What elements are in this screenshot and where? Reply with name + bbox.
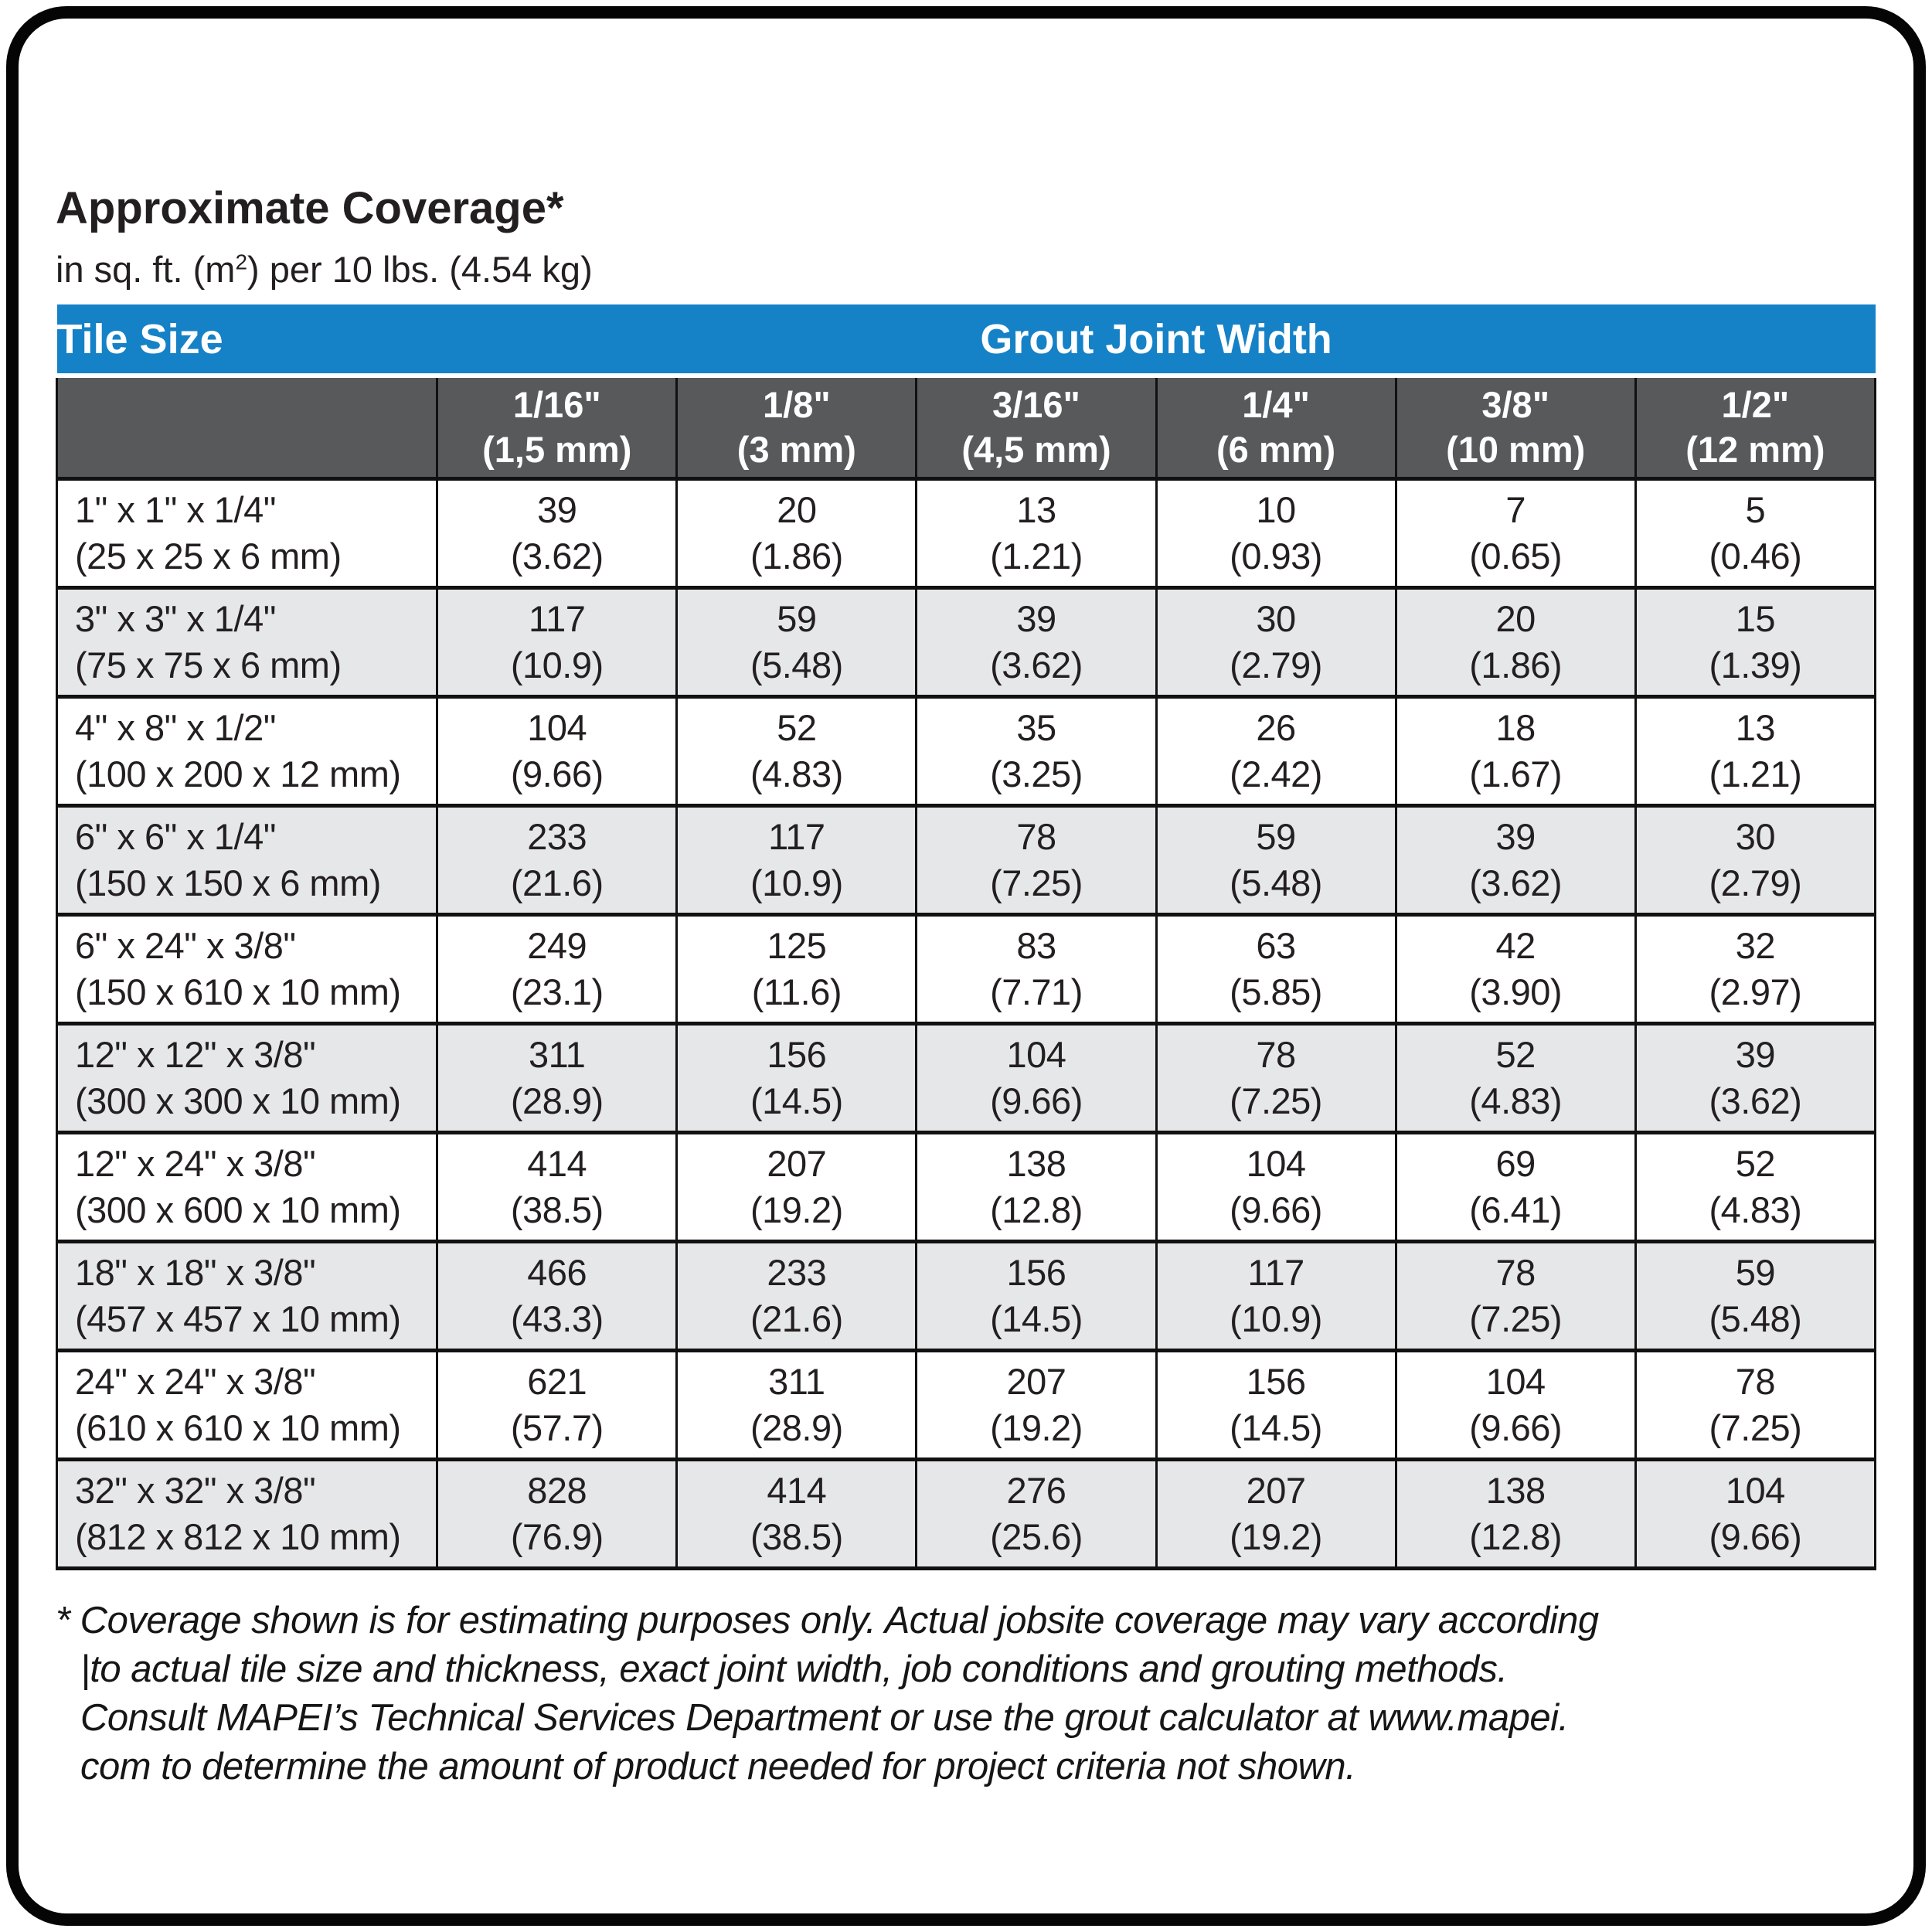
column-header-1-8 [677, 376, 917, 479]
table-row [57, 1133, 1876, 1242]
joint-width-inches: 3/8" [1481, 384, 1549, 425]
coverage-cell [1156, 479, 1396, 588]
coverage-sqm: (14.5) [750, 1080, 843, 1121]
joint-width-inches: 1/2" [1721, 384, 1790, 425]
footnote-line: com to determine the amount of product needed for project criteria not shown. [80, 1746, 1356, 1787]
tile-size-mm: (150 x 610 x 10 mm) [75, 971, 401, 1012]
coverage-sqm: (9.66) [1469, 1407, 1563, 1448]
coverage-sqm: (9.66) [1230, 1189, 1322, 1230]
column-header-3-8 [1396, 376, 1635, 479]
coverage-sqm: (19.2) [1230, 1516, 1322, 1557]
footnote-line: * Coverage shown is for estimating purposes only. Actual jobsite coverage may vary according [56, 1600, 1599, 1641]
table-row [57, 915, 1876, 1024]
coverage-sqft: 5 [1745, 489, 1766, 530]
tile-size-cell [57, 588, 437, 697]
coverage-sqm: (1.39) [1709, 645, 1802, 685]
coverage-cell [917, 1133, 1156, 1242]
coverage-sqft: 42 [1495, 925, 1536, 966]
coverage-sqm: (14.5) [990, 1298, 1083, 1339]
coverage-cell [437, 588, 677, 697]
coverage-sqft: 104 [1485, 1361, 1546, 1402]
joint-width-mm: (1,5 mm) [482, 429, 632, 470]
coverage-sqft: 117 [768, 816, 825, 857]
coverage-sqm: (19.2) [750, 1189, 843, 1230]
coverage-sqm: (7.25) [1709, 1407, 1802, 1448]
coverage-cell [1635, 915, 1875, 1024]
table-body [57, 479, 1876, 1569]
joint-width-inches: 3/16" [992, 384, 1080, 425]
coverage-cell [437, 806, 677, 915]
column-header-1-4 [1156, 376, 1396, 479]
coverage-sqm: (7.71) [990, 971, 1083, 1012]
joint-width-mm: (12 mm) [1685, 429, 1825, 470]
coverage-sqft: 138 [1006, 1143, 1066, 1184]
coverage-sqft: 30 [1735, 816, 1775, 857]
tile-size-header: Tile Size [57, 304, 437, 376]
coverage-sqft: 20 [777, 489, 817, 530]
coverage-sqm: (5.85) [1230, 971, 1322, 1012]
coverage-cell [1156, 1242, 1396, 1351]
tile-size-inches: 4" x 8" x 1/2" [75, 707, 276, 748]
coverage-sqm: (1.86) [750, 536, 843, 577]
coverage-cell [917, 479, 1156, 588]
page-title: Approximate Coverage* [56, 183, 564, 233]
coverage-sqft: 311 [529, 1034, 586, 1075]
coverage-cell [437, 1460, 677, 1569]
coverage-sqft: 52 [777, 707, 817, 748]
coverage-sqm: (9.66) [990, 1080, 1083, 1121]
table-group-header-row [57, 304, 1876, 376]
coverage-sqm: (28.9) [510, 1080, 604, 1121]
coverage-cell [917, 1460, 1156, 1569]
coverage-sqft: 156 [1006, 1252, 1066, 1293]
coverage-sqft: 59 [1256, 816, 1296, 857]
coverage-sqft: 156 [767, 1034, 827, 1075]
coverage-sqm: (5.48) [1709, 1298, 1802, 1339]
coverage-sqm: (2.79) [1230, 645, 1322, 685]
coverage-cell [917, 1024, 1156, 1133]
coverage-sqm: (11.6) [751, 971, 842, 1012]
coverage-cell [1156, 697, 1396, 806]
coverage-cell [1156, 1460, 1396, 1569]
coverage-cell [1635, 697, 1875, 806]
coverage-cell [1156, 1133, 1396, 1242]
coverage-sqm: (5.48) [750, 645, 843, 685]
coverage-sqm: (28.9) [750, 1407, 843, 1448]
tile-size-mm: (300 x 600 x 10 mm) [75, 1189, 401, 1230]
coverage-sqft: 52 [1495, 1034, 1536, 1075]
coverage-sqft: 104 [1006, 1034, 1066, 1075]
coverage-cell [917, 588, 1156, 697]
coverage-cell [677, 915, 917, 1024]
coverage-sqm: (0.93) [1230, 536, 1322, 577]
coverage-sqm: (38.5) [510, 1189, 604, 1230]
coverage-sqm: (21.6) [750, 1298, 843, 1339]
coverage-cell [1156, 915, 1396, 1024]
coverage-cell [1396, 1024, 1635, 1133]
coverage-sqm: (76.9) [510, 1516, 604, 1557]
coverage-sqm: (7.25) [1230, 1080, 1322, 1121]
coverage-sqft: 78 [1495, 1252, 1536, 1293]
tile-size-inches: 18" x 18" x 3/8" [75, 1252, 316, 1293]
coverage-sqft: 18 [1495, 707, 1536, 748]
coverage-sqm: (7.25) [1469, 1298, 1563, 1339]
joint-width-mm: (4,5 mm) [961, 429, 1111, 470]
subtitle-post: ) per 10 lbs. (4.54 kg) [247, 249, 593, 290]
tile-size-cell [57, 915, 437, 1024]
coverage-cell [677, 1024, 917, 1133]
column-header-1-16 [437, 376, 677, 479]
coverage-cell [677, 697, 917, 806]
coverage-sqft: 276 [1006, 1470, 1066, 1511]
tile-size-inches: 12" x 12" x 3/8" [75, 1034, 316, 1075]
coverage-sqft: 828 [527, 1470, 587, 1511]
tile-size-mm: (300 x 300 x 10 mm) [75, 1080, 401, 1121]
coverage-sqft: 26 [1256, 707, 1296, 748]
tile-size-inches: 6" x 24" x 3/8" [75, 925, 296, 966]
joint-width-mm: (6 mm) [1216, 429, 1336, 470]
tile-size-inches: 12" x 24" x 3/8" [75, 1143, 316, 1184]
coverage-cell [677, 806, 917, 915]
joint-width-inches: 1/16" [512, 384, 601, 425]
coverage-cell [917, 806, 1156, 915]
coverage-sqft: 311 [768, 1361, 825, 1402]
column-header-1-2 [1635, 376, 1875, 479]
table-row [57, 806, 1876, 915]
coverage-sqft: 156 [1246, 1361, 1306, 1402]
coverage-sqm: (2.42) [1230, 753, 1322, 794]
tile-size-mm: (150 x 150 x 6 mm) [75, 862, 381, 903]
coverage-sqft: 39 [537, 489, 577, 530]
coverage-sqm: (5.48) [1230, 862, 1322, 903]
coverage-cell [437, 915, 677, 1024]
coverage-sqft: 117 [1247, 1252, 1304, 1293]
coverage-sqm: (43.3) [510, 1298, 604, 1339]
coverage-sqft: 7 [1505, 489, 1526, 530]
coverage-sqm: (3.90) [1469, 971, 1563, 1012]
coverage-sqm: (3.25) [990, 753, 1083, 794]
table-row [57, 1024, 1876, 1133]
coverage-sqft: 233 [767, 1252, 827, 1293]
footnote-line: |to actual tile size and thickness, exact joint width, job conditions and grouting methods. [80, 1648, 1508, 1690]
tile-size-inches: 1" x 1" x 1/4" [75, 489, 276, 530]
coverage-cell [437, 697, 677, 806]
tile-size-cell [57, 1133, 437, 1242]
coverage-sqft: 466 [527, 1252, 587, 1293]
coverage-sqft: 32 [1735, 925, 1775, 966]
tile-size-cell [57, 806, 437, 915]
coverage-sqft: 59 [1735, 1252, 1775, 1293]
tile-size-inches: 3" x 3" x 1/4" [75, 598, 276, 639]
tile-size-inches: 32" x 32" x 3/8" [75, 1470, 316, 1511]
coverage-cell [1635, 1460, 1875, 1569]
coverage-cell [1396, 479, 1635, 588]
coverage-sqm: (1.21) [990, 536, 1083, 577]
coverage-cell [437, 479, 677, 588]
coverage-sqft: 78 [1256, 1034, 1296, 1075]
table-row [57, 697, 1876, 806]
coverage-sqm: (1.67) [1469, 753, 1563, 794]
coverage-cell [917, 697, 1156, 806]
coverage-table [56, 304, 1876, 1570]
coverage-sqft: 69 [1495, 1143, 1536, 1184]
tile-size-cell [57, 479, 437, 588]
coverage-cell [1635, 479, 1875, 588]
grout-joint-width-header: Grout Joint Width [437, 304, 1876, 376]
coverage-sqm: (12.8) [1469, 1516, 1563, 1557]
coverage-sqft: 35 [1016, 707, 1056, 748]
coverage-sqm: (10.9) [1230, 1298, 1322, 1339]
coverage-cell [917, 1351, 1156, 1460]
tile-size-mm: (457 x 457 x 10 mm) [75, 1298, 401, 1339]
coverage-sqm: (19.2) [990, 1407, 1083, 1448]
coverage-sqft: 39 [1495, 816, 1536, 857]
tile-size-cell [57, 1024, 437, 1133]
coverage-cell [1635, 806, 1875, 915]
coverage-cell [1396, 1351, 1635, 1460]
coverage-cell [1156, 806, 1396, 915]
coverage-sqm: (25.6) [990, 1516, 1083, 1557]
coverage-sqft: 83 [1016, 925, 1056, 966]
coverage-sqm: (0.65) [1469, 536, 1563, 577]
coverage-sqft: 63 [1256, 925, 1296, 966]
coverage-cell [1396, 697, 1635, 806]
coverage-sqft: 104 [1725, 1470, 1785, 1511]
coverage-sqm: (1.86) [1469, 645, 1563, 685]
coverage-sqm: (0.46) [1709, 536, 1802, 577]
coverage-sqm: (4.83) [1469, 1080, 1563, 1121]
coverage-sqm: (4.83) [1709, 1189, 1802, 1230]
datasheet-card [6, 6, 1926, 1926]
coverage-sqft: 117 [529, 598, 586, 639]
subtitle-pre: in sq. ft. (m [56, 249, 236, 290]
coverage-cell [1156, 1351, 1396, 1460]
coverage-cell [917, 915, 1156, 1024]
coverage-cell [677, 1351, 917, 1460]
coverage-cell [1396, 915, 1635, 1024]
tile-size-cell [57, 697, 437, 806]
footnote [56, 1597, 1876, 1791]
empty-corner-cell [57, 376, 437, 479]
coverage-sqm: (10.9) [750, 862, 843, 903]
coverage-cell [1396, 806, 1635, 915]
coverage-sqft: 30 [1256, 598, 1296, 639]
coverage-sqft: 39 [1735, 1034, 1775, 1075]
coverage-sqft: 207 [1246, 1470, 1306, 1511]
coverage-sqft: 20 [1495, 598, 1536, 639]
coverage-sqft: 78 [1016, 816, 1056, 857]
coverage-sqft: 59 [777, 598, 817, 639]
coverage-sqft: 10 [1256, 489, 1296, 530]
coverage-sqm: (57.7) [510, 1407, 604, 1448]
coverage-sqft: 138 [1485, 1470, 1546, 1511]
tile-size-mm: (25 x 25 x 6 mm) [75, 536, 342, 577]
coverage-sqm: (9.66) [1709, 1516, 1802, 1557]
joint-width-mm: (10 mm) [1446, 429, 1586, 470]
coverage-sqft: 233 [527, 816, 587, 857]
coverage-cell [677, 1133, 917, 1242]
coverage-sqm: (14.5) [1230, 1407, 1322, 1448]
table-row [57, 1460, 1876, 1569]
coverage-cell [677, 479, 917, 588]
coverage-sqm: (2.97) [1709, 971, 1802, 1012]
coverage-cell [1635, 588, 1875, 697]
table-row [57, 1351, 1876, 1460]
coverage-sqm: (3.62) [990, 645, 1083, 685]
coverage-cell [1396, 588, 1635, 697]
coverage-cell [1396, 1242, 1635, 1351]
column-header-row [57, 376, 1876, 479]
coverage-sqft: 52 [1735, 1143, 1775, 1184]
coverage-sqm: (23.1) [510, 971, 604, 1012]
coverage-cell [437, 1024, 677, 1133]
coverage-sqm: (3.62) [510, 536, 604, 577]
coverage-cell [437, 1351, 677, 1460]
coverage-sqm: (12.8) [990, 1189, 1083, 1230]
coverage-sqft: 78 [1735, 1361, 1775, 1402]
coverage-sqft: 207 [1006, 1361, 1066, 1402]
footnote-line: Consult MAPEI’s Technical Services Department or use the grout calculator at www.mapei. [80, 1697, 1569, 1739]
joint-width-inches: 1/4" [1242, 384, 1310, 425]
coverage-sqft: 15 [1735, 598, 1775, 639]
coverage-cell [1396, 1133, 1635, 1242]
tile-size-mm: (100 x 200 x 12 mm) [75, 753, 401, 794]
tile-size-mm: (812 x 812 x 10 mm) [75, 1516, 401, 1557]
coverage-sqm: (9.66) [510, 753, 604, 794]
coverage-cell [1396, 1460, 1635, 1569]
coverage-cell [1635, 1133, 1875, 1242]
tile-size-mm: (75 x 75 x 6 mm) [75, 645, 342, 685]
coverage-sqm: (21.6) [510, 862, 604, 903]
coverage-cell [917, 1242, 1156, 1351]
table-row [57, 479, 1876, 588]
subtitle [56, 246, 1876, 294]
coverage-sqm: (38.5) [750, 1516, 843, 1557]
coverage-cell [677, 1460, 917, 1569]
coverage-sqft: 13 [1735, 707, 1775, 748]
coverage-cell [1635, 1024, 1875, 1133]
tile-size-cell [57, 1242, 437, 1351]
coverage-sqm: (3.62) [1709, 1080, 1802, 1121]
coverage-sqm: (3.62) [1469, 862, 1563, 903]
tile-size-inches: 24" x 24" x 3/8" [75, 1361, 316, 1402]
coverage-sqm: (10.9) [510, 645, 604, 685]
table-row [57, 1242, 1876, 1351]
table-row [57, 588, 1876, 697]
coverage-cell [1156, 1024, 1396, 1133]
coverage-sqft: 104 [527, 707, 587, 748]
joint-width-mm: (3 mm) [736, 429, 856, 470]
coverage-sqft: 13 [1016, 489, 1056, 530]
coverage-sqm: (4.83) [750, 753, 843, 794]
coverage-cell [677, 588, 917, 697]
tile-size-cell [57, 1460, 437, 1569]
column-header-3-16 [917, 376, 1156, 479]
coverage-cell [437, 1133, 677, 1242]
coverage-sqft: 621 [527, 1361, 587, 1402]
coverage-sqft: 39 [1016, 598, 1056, 639]
tile-size-cell [57, 1351, 437, 1460]
coverage-cell [437, 1242, 677, 1351]
tile-size-inches: 6" x 6" x 1/4" [75, 816, 276, 857]
coverage-sqm: (7.25) [990, 862, 1083, 903]
coverage-sqm: (6.41) [1469, 1189, 1563, 1230]
coverage-cell [677, 1242, 917, 1351]
coverage-sqft: 414 [527, 1143, 587, 1184]
joint-width-inches: 1/8" [763, 384, 831, 425]
tile-size-mm: (610 x 610 x 10 mm) [75, 1407, 401, 1448]
coverage-cell [1635, 1351, 1875, 1460]
coverage-sqft: 414 [767, 1470, 827, 1511]
coverage-sqft: 249 [527, 925, 587, 966]
coverage-sqm: (1.21) [1709, 753, 1802, 794]
subtitle-superscript: 2 [235, 250, 248, 274]
coverage-sqft: 207 [767, 1143, 827, 1184]
coverage-sqm: (2.79) [1709, 862, 1802, 903]
coverage-cell [1156, 588, 1396, 697]
coverage-sqft: 125 [767, 925, 827, 966]
coverage-cell [1635, 1242, 1875, 1351]
coverage-sqft: 104 [1246, 1143, 1306, 1184]
